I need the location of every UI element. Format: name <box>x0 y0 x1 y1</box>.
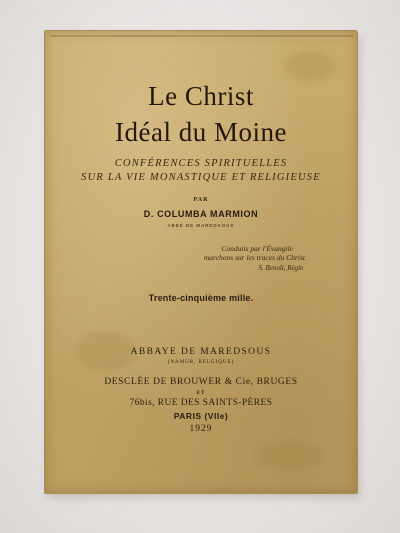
paper-stain <box>285 51 335 81</box>
epigraph-line-1: Conduits par l'Évangile <box>221 244 293 253</box>
abbey-location: (NAMUR, BELGIQUE) <box>167 360 235 365</box>
subtitle-line-1: CONFÉRENCES SPIRITUELLES <box>114 158 288 169</box>
par-label: PAR <box>193 197 209 203</box>
author-title: ABBÉ DE MAREDSOUS <box>167 223 235 228</box>
epigraph-line-2: marchons sur les traces du Christ <box>203 253 305 262</box>
title-line-1: Le Christ <box>148 81 254 111</box>
author-name: D. COLUMBA MARMION <box>143 209 259 219</box>
epigraph-source: S. Benoît, Règle. <box>258 264 305 272</box>
edition-note: Trente-cinquième mille. <box>148 293 254 303</box>
paper-stain <box>255 441 325 471</box>
publication-year: 1929 <box>189 424 213 434</box>
publisher-address: 76bis, RUE DES SAINTS-PÈRES <box>129 398 273 408</box>
publisher-name: DESCLÉE DE BROUWER & Cie, BRUGES <box>104 377 298 387</box>
abbey-name: ABBAYE DE MAREDSOUS <box>130 347 272 357</box>
and-label: ET <box>196 391 206 396</box>
book-cover <box>44 30 358 494</box>
subtitle-line-2: SUR LA VIE MONASTIQUE ET RELIGIEUSE <box>81 172 321 183</box>
title-line-2: Idéal du Moine <box>115 117 287 147</box>
publisher-city: PARIS (VIIe) <box>173 411 229 421</box>
